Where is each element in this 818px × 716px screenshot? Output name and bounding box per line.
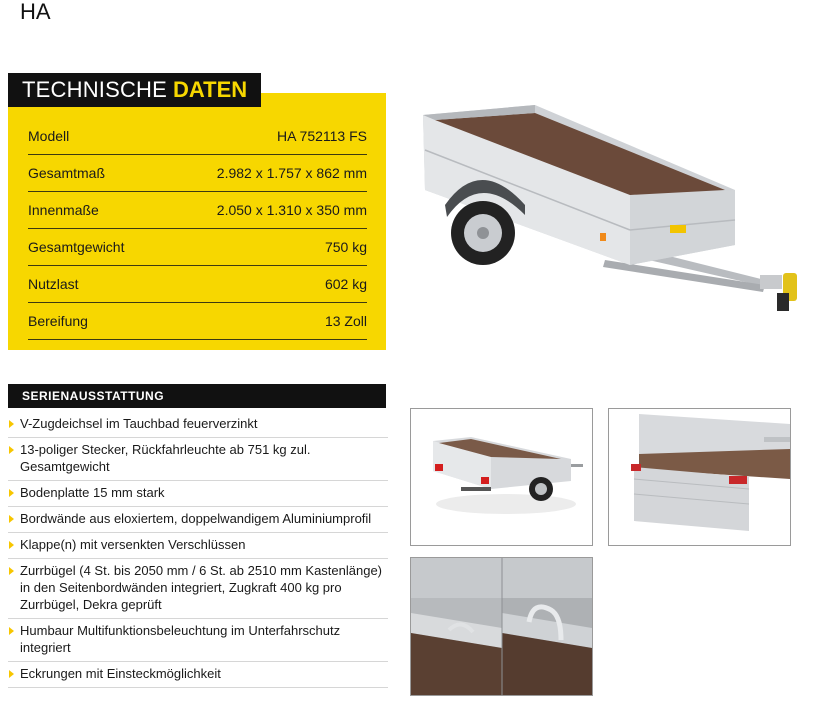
spec-label: Innenmaße bbox=[28, 202, 99, 218]
bullet-arrow-icon bbox=[9, 670, 14, 678]
spec-value: 13 Zoll bbox=[324, 313, 367, 329]
technical-data-header-yellow: DATEN bbox=[173, 77, 248, 102]
list-item: Humbaur Multifunktionsbeleuchtung im Unterfahrschutz integriert bbox=[8, 619, 388, 662]
bullet-arrow-icon bbox=[9, 567, 14, 575]
page-title: HA bbox=[20, 0, 51, 24]
equipment-header bbox=[8, 384, 386, 408]
technical-data-table bbox=[28, 118, 367, 340]
technical-data-header bbox=[8, 73, 261, 107]
spec-row-nutzlast bbox=[28, 266, 367, 303]
spec-value: 2.982 x 1.757 x 862 mm bbox=[216, 165, 367, 181]
list-item: V-Zugdeichsel im Tauchbad feuerverzinkt bbox=[8, 412, 388, 438]
bullet-arrow-icon bbox=[9, 446, 14, 454]
equipment-list bbox=[8, 412, 388, 688]
list-item: Eckrungen mit Einsteckmöglichkeit bbox=[8, 662, 388, 688]
spec-row-modell bbox=[28, 118, 367, 155]
trailer-tailgate-image bbox=[609, 409, 790, 545]
list-item: 13-poliger Stecker, Rückfahrleuchte ab 751 kg zul. Gesamtgewicht bbox=[8, 438, 388, 481]
bullet-arrow-icon bbox=[9, 489, 14, 497]
spec-value: 2.050 x 1.310 x 350 mm bbox=[216, 202, 367, 218]
list-item: Klappe(n) mit versenkten Verschlüssen bbox=[8, 533, 388, 559]
spec-label: Nutzlast bbox=[28, 276, 79, 292]
lashing-bracket-image bbox=[411, 558, 592, 695]
trailer-rear-image bbox=[411, 409, 592, 545]
list-item: Bordwände aus eloxiertem, doppelwandigem Aluminiumprofil bbox=[8, 507, 388, 533]
trailer-main-image bbox=[405, 95, 810, 315]
spec-value: 750 kg bbox=[324, 239, 367, 255]
spec-label: Gesamtgewicht bbox=[28, 239, 125, 255]
spec-row-gesamtgewicht bbox=[28, 229, 367, 266]
trailer-rear-thumbnail bbox=[410, 408, 593, 546]
bullet-arrow-icon bbox=[9, 420, 14, 428]
spec-label: Modell bbox=[28, 128, 70, 144]
spec-label: Gesamtmaß bbox=[28, 165, 106, 181]
trailer-tailgate-thumbnail bbox=[608, 408, 791, 546]
spec-value: 602 kg bbox=[324, 276, 367, 292]
spec-row-bereifung bbox=[28, 303, 367, 340]
equipment-header-label: SERIENAUSSTATTUNG bbox=[22, 389, 165, 403]
spec-label: Bereifung bbox=[28, 313, 88, 329]
spec-row-innenmasse bbox=[28, 192, 367, 229]
spec-value: HA 752113 FS bbox=[276, 128, 367, 144]
bullet-arrow-icon bbox=[9, 515, 14, 523]
technical-data-header-white: TECHNISCHE bbox=[22, 77, 168, 102]
bullet-arrow-icon bbox=[9, 541, 14, 549]
spec-row-gesamtmass bbox=[28, 155, 367, 192]
list-item: Zurrbügel (4 St. bis 2050 mm / 6 St. ab 2510 mm Kastenlänge) in den Seitenbordwänden integriert, Zugkraft 400 kg pro Zurrbügel, Dekra geprüft bbox=[8, 559, 388, 619]
bullet-arrow-icon bbox=[9, 627, 14, 635]
list-item: Bodenplatte 15 mm stark bbox=[8, 481, 388, 507]
lashing-bracket-thumbnail bbox=[410, 557, 593, 696]
